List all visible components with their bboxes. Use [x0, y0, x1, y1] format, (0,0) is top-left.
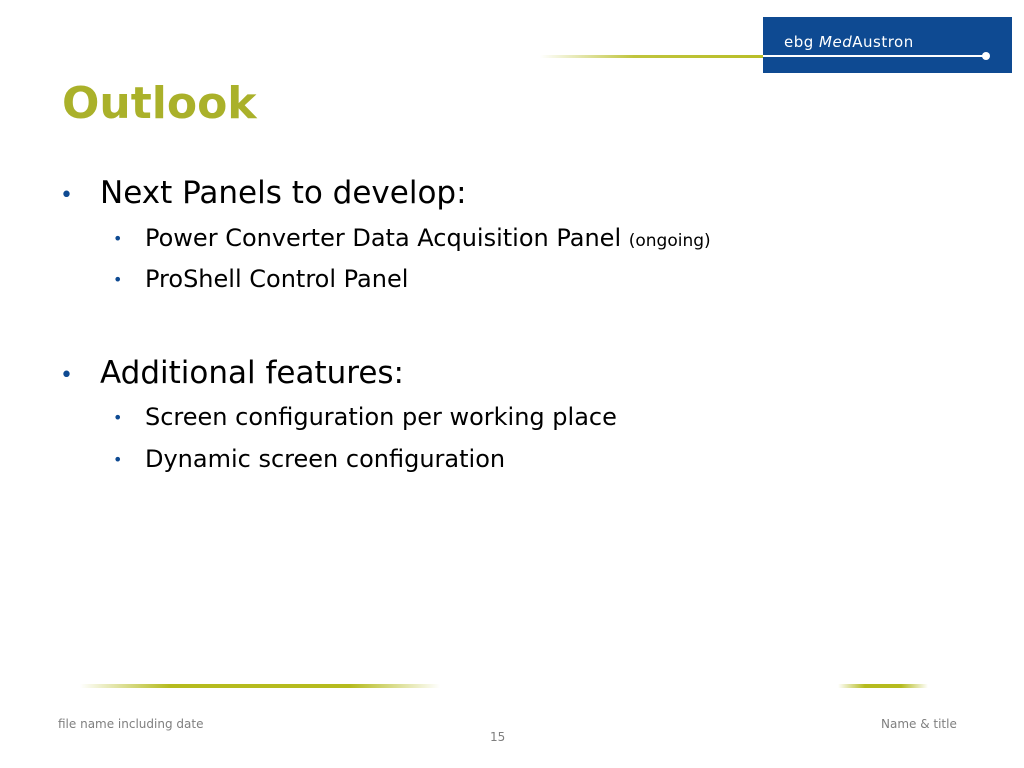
footer-accent-line: [80, 684, 440, 688]
logo-text: ebg MedAustron: [784, 33, 914, 51]
list-item: Screen configuration per working place: [145, 403, 617, 431]
list-item: ProShell Control Panel: [145, 265, 409, 293]
list-item: Dynamic screen configuration: [145, 445, 506, 473]
footer-file-name: file name including date: [58, 717, 204, 731]
status-note: (ongoing): [628, 231, 711, 251]
section-heading: Next Panels to develop:: [100, 175, 467, 211]
logo-line: [763, 55, 985, 57]
footer-author: Name & title: [881, 717, 957, 731]
bullet-icon: •: [113, 450, 123, 469]
bullet-icon: •: [60, 363, 73, 388]
bullet-icon: •: [113, 229, 123, 248]
bullet-icon: •: [60, 183, 73, 208]
list-item: Power Converter Data Acquisition Panel (ongoing): [145, 224, 711, 252]
bullet-icon: •: [113, 408, 123, 427]
footer-accent-line: [838, 684, 928, 688]
slide-title: Outlook: [62, 78, 257, 129]
bullet-icon: •: [113, 270, 123, 289]
page-number: 15: [490, 730, 506, 744]
section-heading: Additional features:: [100, 355, 404, 391]
logo: [763, 17, 1012, 73]
logo-dot: [982, 52, 990, 60]
